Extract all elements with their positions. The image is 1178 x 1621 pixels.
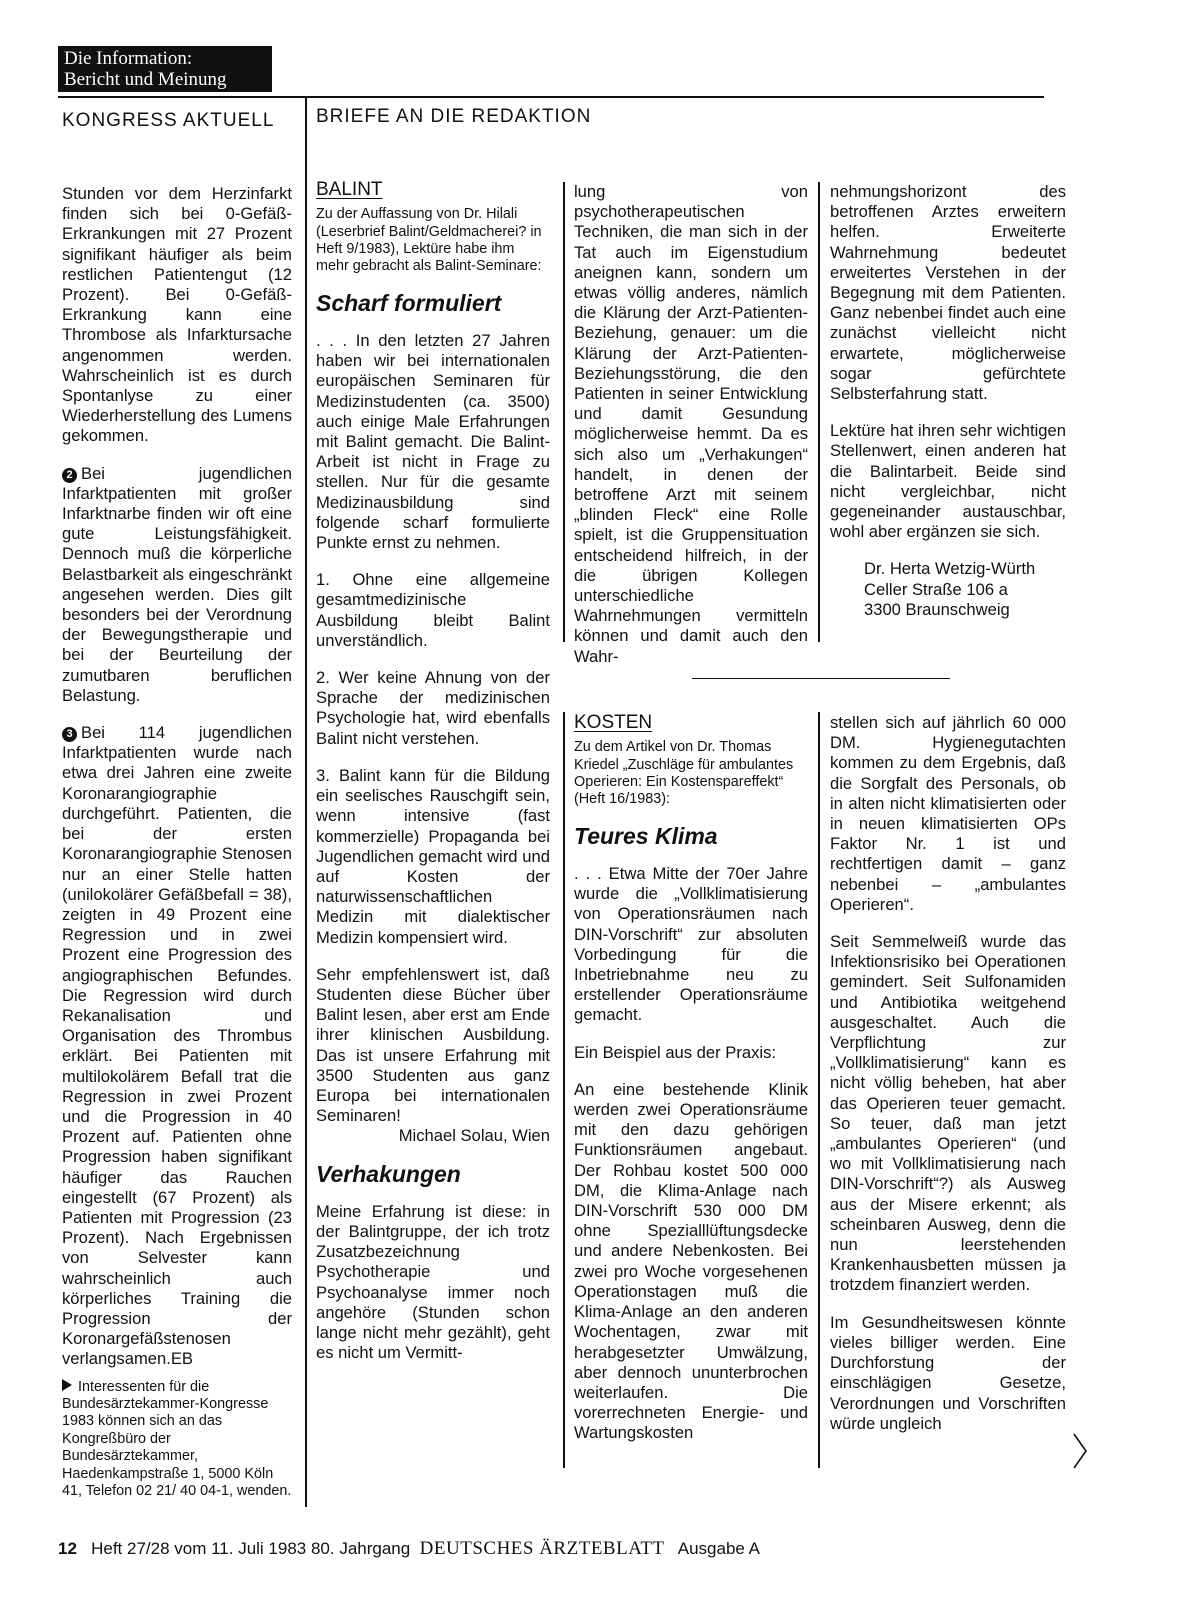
signature-street: Celler Straße 106 a (864, 579, 1008, 599)
note-paragraph: Interessenten für die Bundesärztekammer-Kongresse 1983 können sich an das Kongreßbüro der Bundesärztekammer, Haedenkampstraße 1, 5000 Köln 41, Telefon 02 21/ 40 04-1, wenden. (62, 1378, 292, 1500)
signature-city: 3300 Braunschweig (864, 599, 1010, 619)
column-kongress (62, 184, 292, 1517)
divider-col3-col4 (818, 182, 820, 642)
letter-intro: Zu der Auffassung von Dr. Hilali (Leserbrief Balint/Geldmacherei? in Heft 9/1983), Lektüre habe ihm mehr gebracht als Balint-Seminare: (316, 206, 542, 275)
paragraph: nehmungshorizont des betroffenen Arztes erweitern helfen. Erweiterte Wahrnehmung bedeutet erweitertes Verstehen in der Begegnung mit dem Patienten. Ganz nebenbei findet auch eine zunächst vielleicht nicht erwartete, möglicherweise sogar gefürchtete Selbsterfahrung statt. (830, 182, 1066, 404)
page-number: 12 (58, 1539, 77, 1558)
letter-signature-block (830, 559, 1066, 620)
page-footer (58, 1538, 760, 1560)
paragraph: lung von psychotherapeutischen Techniken, die man sich in der Tat auch im Eigenstudium aneignen kann, sondern um etwas völlig anderes, nämlich die Klärung der Arzt-Patienten-Beziehung, genauer: um die Klärung der Arzt-Patienten-Beziehungsstörung, die den Patienten in seiner Entwicklung und damit Gesundung möglicherweise hemmt. Da es sich also um „Verhakungen“ handelt, in denen der betroffene Arzt mit seinem „blinden Fleck“ eine Rolle spielt, ist die Gruppensituation entscheidend hilfreich, in der die übrigen Kollegen unterschiedliche Wahrnehmungen vermitteln können und damit auch den Wahr- (574, 182, 808, 666)
paragraph: stellen sich auf jährlich 60 000 DM. Hygienegutachten kommen zu dem Ergebnis, daß die Sorgfalt des Personals, ob in alten nicht klimatisierten oder in neuen klimatisierten OPs Faktor Nr. 1 ist und rechtfertigen damit – ganz nebenbei – „ambulantes Operieren“. (830, 713, 1066, 914)
continuation-arrow-icon (1072, 1432, 1088, 1470)
paragraph: Seit Semmelweiß wurde das Infektionsrisiko bei Operationen gemindert. Seit Sulfonamiden und Antibiotika weitgehend ausgeschaltet. Auch die Verpflichtung zur „Vollklimatisierung“ kann es nicht völlig beheben, hat aber das Operieren teuer gemacht. So teuer, daß man jetzt „ambulantes Operieren“ (und wo mit Vollklimatisierung nach DIN-Vorschrift“?) als Ausweg aus der Misere erkennt; als scheinbaren Ausweg, denn die nun leerstehenden Krankenhausbetten müssen ja trotzdem finanziert werden. (830, 932, 1066, 1295)
paragraph: 3. Balint kann für die Bildung ein seelisches Rauschgift sein, wenn intensive (fast kommerzielle) Propaganda bei Jugendlichen gemacht wird und auf Kosten der naturwissenschaftlichen Medizin mit dialektischer Medizin kompensiert wird. (316, 765, 550, 947)
issue-info: Heft 27/28 vom 11. Juli 1983 80. Jahrgang (91, 1539, 411, 1558)
section-header-box (58, 46, 272, 92)
letter-intro: Zu dem Artikel von Dr. Thomas Kriedel „Zuschläge für ambulantes Operieren: Ein Kostenspareffekt“ (Heft 16/1983): (574, 739, 794, 808)
paragraph: 2 Bei jugendlichen Infarktpatienten mit großer Infarktnarbe finden wir oft eine gute Leistungsfähigkeit. Dennoch muß die körperliche Belastbarkeit als eingeschränkt angesehen werden. Dies gilt besonders bei der Verordnung der Bewegungstherapie und bei der Beurteilung der zumutbaren beruflichen Belastung. (62, 463, 292, 705)
signature-name: Dr. Herta Wetzig-Würth (864, 559, 1036, 579)
paragraph: An eine bestehende Klinik werden zwei Operationsräume mit den dazu gehörigen Funktionsräumen angebaut. Der Rohbau kostet 500 000 DM, die Klima-Anlage nach DIN-Vorschrift 530 000 DM ohne Spezialllüftungsdecke und andere Nebenkosten. Bei zwei pro Woche vorgesehenen Operationstagen muß die Klima-Anlage an den anderen Wochentagen, zwar mit herabgesetzter Umwälzung, aber dennoch ununterbrochen weiterlaufen. Die vorerrechneten Energie- und Wartungskosten (574, 1079, 808, 1443)
paragraph: 2. Wer keine Ahnung von der Sprache der medizinischen Psychologie hat, wird ebenfalls Balint nicht verstehen. (316, 668, 550, 748)
journal-name: DEUTSCHES ÄRZTEBLATT (419, 1538, 665, 1559)
header-line-2: Bericht und Meinung (64, 69, 227, 90)
triangle-pointer-icon (62, 1379, 72, 1391)
letter-signature: Michael Solau, Wien (398, 1126, 550, 1146)
paragraph: Stunden vor dem Herzinfarkt finden sich bei 0-Gefäß-Erkrankungen mit 27 Prozent signifikant häufiger als beim restlichen Patientengut (12 Prozent). Bei 0-Gefäß-Erkrankung kann eine Thrombose als Infarktursache angenommen werden. Wahrscheinlich ist es durch Spontanlyse zu einer Wiederherstellung des Lumens gekommen. (62, 184, 292, 446)
paragraph: 3 Bei 114 jugendlichen Infarktpatienten wurde nach etwa drei Jahren eine zweite Koronarangiographie durchgeführt. Patienten, die bei der ersten Koronarangiographie Stenosen nur an einer Stelle hatten (unilokolärer Gefäßbefall = 38), zeigten in 49 Prozent eine Regression und in zwei Prozent eine Progression des angiographischen Befundes. Die Regression wird durch Rekanalisation und Organisation des Thrombus erklärt. Bei Patienten mit multilokolärem Befall trat die Regression in zwei Prozent und die Progression in 40 Prozent auf. Patienten ohne Progression haben signifikant häufiger das Rauchen eingestellt (67 Prozent) als Patienten mit Progression (23 Prozent). Nach Ergebnissen von Selvester kann wahrscheinlich auch körperliches Training die Progression der Koronargefäßstenosen verlangsamen.EB (62, 723, 292, 1369)
divider-kosten-cols (818, 712, 820, 1468)
section-title-briefe: BRIEFE AN DIE REDAKTION (316, 106, 592, 127)
divider-kongress (305, 97, 307, 1507)
headline-verhakungen: Verhakungen (316, 1160, 461, 1187)
header-line-1: Die Information: (64, 48, 193, 69)
number-bullet-icon: 2 (62, 468, 77, 483)
edition: Ausgabe A (677, 1539, 761, 1558)
paragraph: 1. Ohne eine allgemeine gesamtmedizinische Ausbildung bleibt Balint unverständlich. (316, 570, 550, 650)
number-bullet-icon: 3 (62, 727, 77, 742)
top-rule (58, 96, 1044, 98)
topic-kosten: KOSTEN (574, 712, 653, 733)
paragraph: Meine Erfahrung ist diese: in der Balintgruppe, der ich trotz Zusatzbezeichnung Psychotherapie und Psychoanalyse immer noch angehöre (Stunden schon lange nicht mehr gezählt), geht es nicht um Vermitt- (316, 1201, 550, 1363)
divider-col2-col3 (563, 182, 565, 642)
section-title-kongress: KONGRESS AKTUELL (62, 110, 275, 131)
paragraph: . . . Etwa Mitte der 70er Jahre wurde die „Vollklimatisierung von Operationsräumen nach DIN-Vorschrift“ zur absoluten Vorbedingung für die Inbetriebnahme neu zu erstellender Operationsräume gemacht. (574, 864, 808, 1025)
divider-col2-kosten (563, 712, 565, 1468)
paragraph: . . . In den letzten 27 Jahren haben wir bei internationalen europäischen Seminaren für Medizinstudenten (ca. 3500) auch einige Male Erfahrungen mit Balint gemacht. Die Balint-Arbeit ist nicht in Frage zu stellen. Nur für die gesamte Medizinausbildung sind folgende scharf formulierte Punkte ernst zu nehmen. (316, 331, 550, 553)
column-balint-end (830, 182, 1066, 620)
column-kosten-continued (830, 713, 1066, 1451)
topic-balint: BALINT (316, 179, 383, 200)
paragraph: Ein Beispiel aus der Praxis: (574, 1042, 776, 1062)
column-balint-continued (574, 182, 808, 684)
paragraph: Lektüre hat ihren sehr wichtigen Stellenwert, einen anderen hat die Balintarbeit. Beide sind nicht vergleichbar, nicht gegeneinander austauschbar, wohl aber ergänzen sie sich. (830, 421, 1066, 542)
headline-scharf-formuliert: Scharf formuliert (316, 289, 502, 316)
headline-teures-klima: Teures Klima (574, 822, 718, 849)
paragraph: Im Gesundheitswesen könnte vieles billiger werden. Eine Durchforstung der einschlägigen Gesetze, Verordnungen und Vorschriften würde ungleich (830, 1312, 1066, 1433)
column-balint (316, 180, 550, 1380)
paragraph: Sehr empfehlenswert ist, daß Studenten diese Bücher über Balint lesen, aber erst am Ende ihrer klinischen Ausbildung. Das ist unsere Erfahrung mit 3500 Studenten aus ganz Europa bei internationalen Seminaren! (316, 964, 550, 1126)
column-kosten (574, 713, 808, 1461)
